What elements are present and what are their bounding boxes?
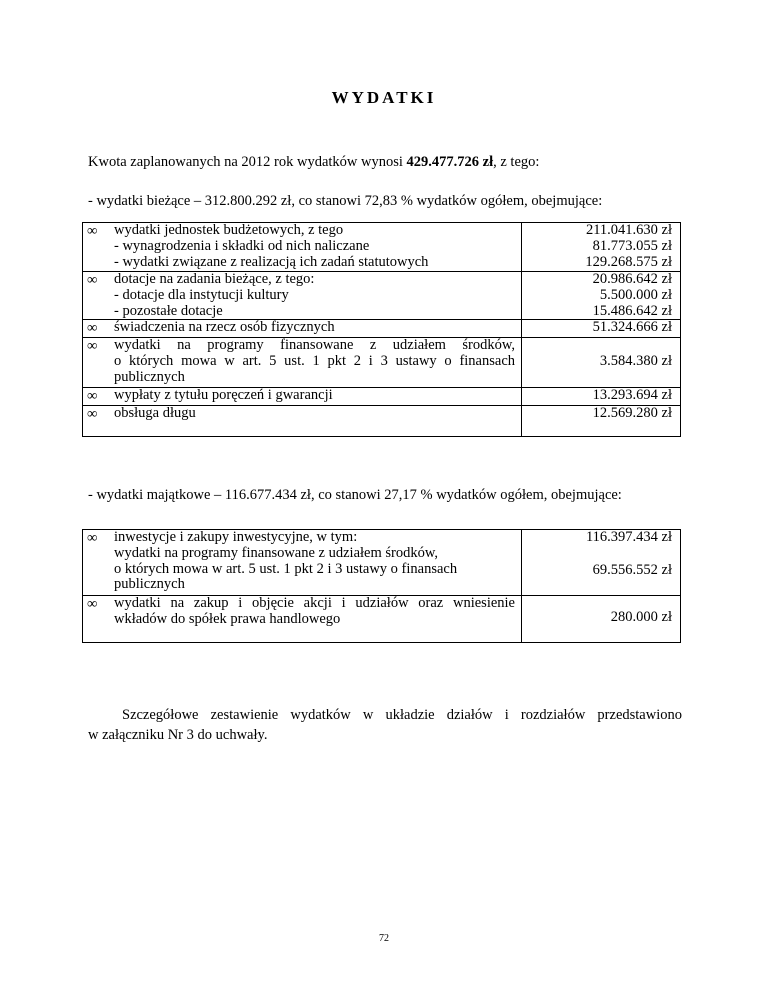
value-cell [522,272,680,320]
value-cell [522,530,680,596]
item-line: świadczenia na rzecz osób fizycznych [114,319,335,335]
property-values-column [522,530,680,642]
amount: 3.584.380 zł [599,353,672,369]
list-item [83,530,521,596]
bullet-icon: ∞ [87,596,98,612]
item-line: publicznych [114,368,185,385]
item-line: obsługa długu [114,405,196,421]
amount: 211.041.630 zł [585,222,672,238]
list-item [83,223,521,272]
item-line: - wynagrodzenia i składki od nich naliczane [114,237,370,254]
amount: 15.486.642 zł [592,302,672,319]
closing-paragraph [88,705,682,745]
page-number: 72 [379,933,389,944]
amount: 69.556.552 zł [592,561,672,578]
closing-line-2: w załączniku Nr 3 do uchwały. [88,727,268,743]
property-expenses-table [82,529,681,643]
bullet-icon: ∞ [87,223,98,239]
bullet-icon: ∞ [87,272,98,288]
item-line: o których mowa w art. 5 ust. 1 pkt 2 i 3 ustawy o finansach [114,352,515,369]
amount: 5.500.000 zł [599,286,672,303]
amount: 12.569.280 zł [592,405,672,421]
amount: 51.324.666 zł [592,319,672,335]
page-title: WYDATKI [331,88,437,107]
bullet-icon: ∞ [87,388,98,404]
bullet-icon: ∞ [87,338,98,354]
intro-suffix: , z tego: [493,154,540,170]
intro-amount: 429.477.726 zł [406,154,494,170]
bullet-icon: ∞ [87,320,98,336]
intro-paragraph [88,154,539,171]
value-cell [522,406,680,423]
intro-prefix: Kwota zaplanowanych na 2012 rok wydatków wynosi [88,154,407,170]
amount: 13.293.694 zł [592,387,672,403]
amount: 129.268.575 zł [585,253,672,270]
current-values-column [522,223,680,436]
amount: 81.773.055 zł [592,237,672,254]
item-line: - dotacje dla instytucji kultury [114,286,289,303]
item-line: wkładów do spółek prawa handlowego [114,610,341,627]
item-line: wydatki na programy finansowane z udziałem środków, [114,544,439,561]
closing-line-1: Szczegółowe zestawienie wydatków w układzie działów i rozdziałów przedstawiono [122,707,682,723]
property-expenses-heading: - wydatki majątkowe – 116.677.434 zł, co stanowi 27,17 % wydatków ogółem, obejmujące: [88,487,622,503]
item-line: inwestycje i zakupy inwestycyjne, w tym: [114,529,358,545]
value-cell [522,596,680,641]
list-item [83,272,521,320]
item-line: wydatki na zakup i objęcie akcji i udziałów oraz wniesienie [114,595,515,611]
value-cell [522,338,680,388]
list-item [83,388,521,406]
list-item [83,338,521,388]
list-item [83,406,521,423]
item-line: publicznych [114,576,185,593]
item-line: wypłaty z tytułu poręczeń i gwarancji [114,387,333,403]
current-expenses-table [82,222,681,437]
item-line: - pozostałe dotacje [114,302,223,319]
amount: 20.986.642 zł [592,271,672,287]
item-line: wydatki jednostek budżetowych, z tego [114,222,344,238]
value-cell [522,223,680,272]
item-line: o których mowa w art. 5 ust. 1 pkt 2 i 3 ustawy o finansach [114,560,458,577]
amount: 116.397.434 zł [585,529,672,545]
item-line: wydatki na programy finansowane z udziałem środków, [114,337,515,353]
list-item [83,320,521,338]
bullet-icon: ∞ [87,406,98,422]
bullet-icon: ∞ [87,530,98,546]
value-cell [522,320,680,338]
item-line: - wydatki związane z realizacją ich zadań statutowych [114,253,429,270]
item-line: dotacje na zadania bieżące, z tego: [114,271,315,287]
current-expenses-heading: - wydatki bieżące – 312.800.292 zł, co stanowi 72,83 % wydatków ogółem, obejmujące: [88,193,603,209]
list-item [83,596,521,641]
value-cell [522,388,680,406]
amount: 280.000 zł [610,609,672,625]
current-labels-column [83,223,522,436]
property-labels-column [83,530,522,642]
